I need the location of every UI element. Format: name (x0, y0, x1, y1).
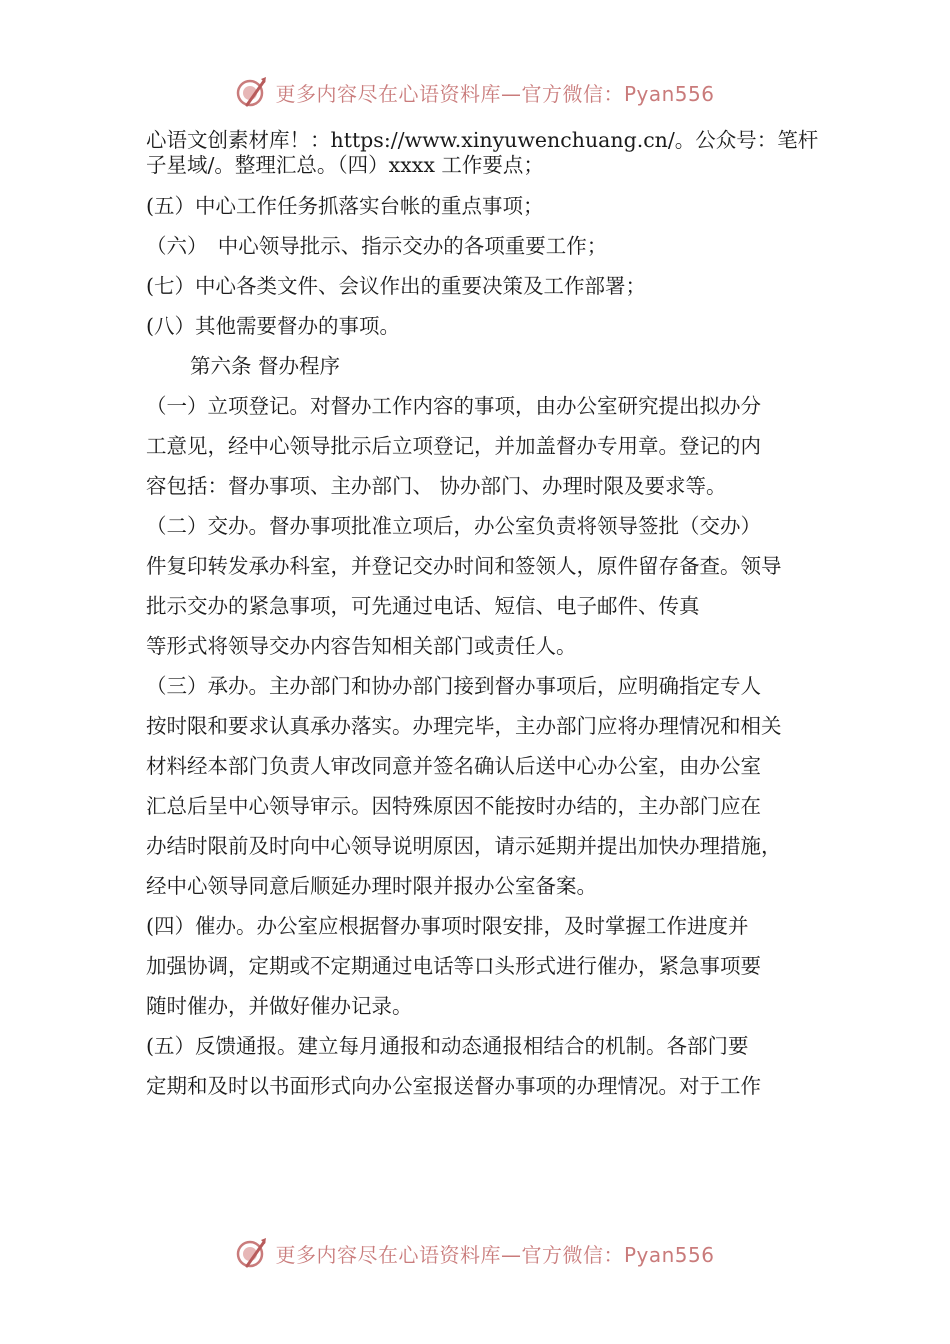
body-line: 按时限和要求认真承办落实。办理完毕，主办部门应将办理情况和相关 (146, 714, 782, 738)
body-line: 工意见，经中心领导批示后立项登记，并加盖督办专用章。登记的内 (146, 434, 761, 458)
body-line: (七）中心各类文件、会议作出的重要决策及工作部署； (146, 274, 646, 298)
footer-banner (0, 1231, 950, 1275)
section-heading: 第六条 督办程序 (190, 354, 341, 378)
body-line: 办结时限前及时向中心领导说明原因，请示延期并提出加快办理措施， (146, 834, 782, 858)
body-line: 心语文创素材库！：https://www.xinyuwenchuang.cn/。公众号：笔杆 (146, 128, 819, 152)
body-line: 加强协调，定期或不定期通过电话等口头形式进行催办，紧急事项要 (146, 954, 761, 978)
body-line: 经中心领导同意后顺延办理时限并报办公室备案。 (146, 874, 597, 898)
body-line: （三）承办。主办部门和协办部门接到督办事项后，应明确指定专人 (146, 674, 761, 698)
body-line: （二）交办。督办事项批准立项后，办公室负责将领导签批（交办） (146, 514, 761, 538)
seal-pen-logo-icon (235, 1236, 269, 1270)
body-line: 等形式将领导交办内容告知相关部门或责任人。 (146, 634, 577, 658)
body-line: (五）中心工作任务抓落实台帐的重点事项； (146, 194, 544, 218)
body-line: 汇总后呈中心领导审示。因特殊原因不能按时办结的，主办部门应在 (146, 794, 761, 818)
body-line: （六） 中心领导批示、指示交办的各项重要工作； (146, 234, 608, 258)
header-banner (0, 70, 950, 114)
body-line: (四）催办。办公室应根据督办事项时限安排，及时掌握工作进度并 (146, 914, 749, 938)
body-line: 容包括：督办事项、主办部门、 协办部门、办理时限及要求等。 (146, 474, 727, 498)
body-line: （一）立项登记。对督办工作内容的事项，由办公室研究提出拟办分 (146, 394, 761, 418)
document-body (146, 128, 846, 1106)
body-line: 材料经本部门负责人审改同意并签名确认后送中心办公室，由办公室 (146, 754, 761, 778)
body-line: 批示交办的紧急事项，可先通过电话、短信、电子邮件、传真 (146, 594, 700, 618)
body-line: (五）反馈通报。建立每月通报和动态通报相结合的机制。各部门要 (146, 1034, 749, 1058)
banner-text: 更多内容尽在心语资料库—官方微信：Pyan556 (275, 81, 715, 106)
body-line: 随时催办，并做好催办记录。 (146, 994, 413, 1018)
seal-pen-logo-icon (235, 75, 269, 109)
body-line: (八）其他需要督办的事项。 (146, 314, 400, 338)
body-line: 定期和及时以书面形式向办公室报送督办事项的办理情况。对于工作 (146, 1074, 761, 1098)
body-line: 件复印转发承办科室，并登记交办时间和签领人，原件留存备查。领导 (146, 554, 782, 578)
body-line: 子星域/。整理汇总。（四）xxxx 工作要点； (146, 153, 544, 177)
banner-text: 更多内容尽在心语资料库—官方微信：Pyan556 (275, 1242, 715, 1267)
